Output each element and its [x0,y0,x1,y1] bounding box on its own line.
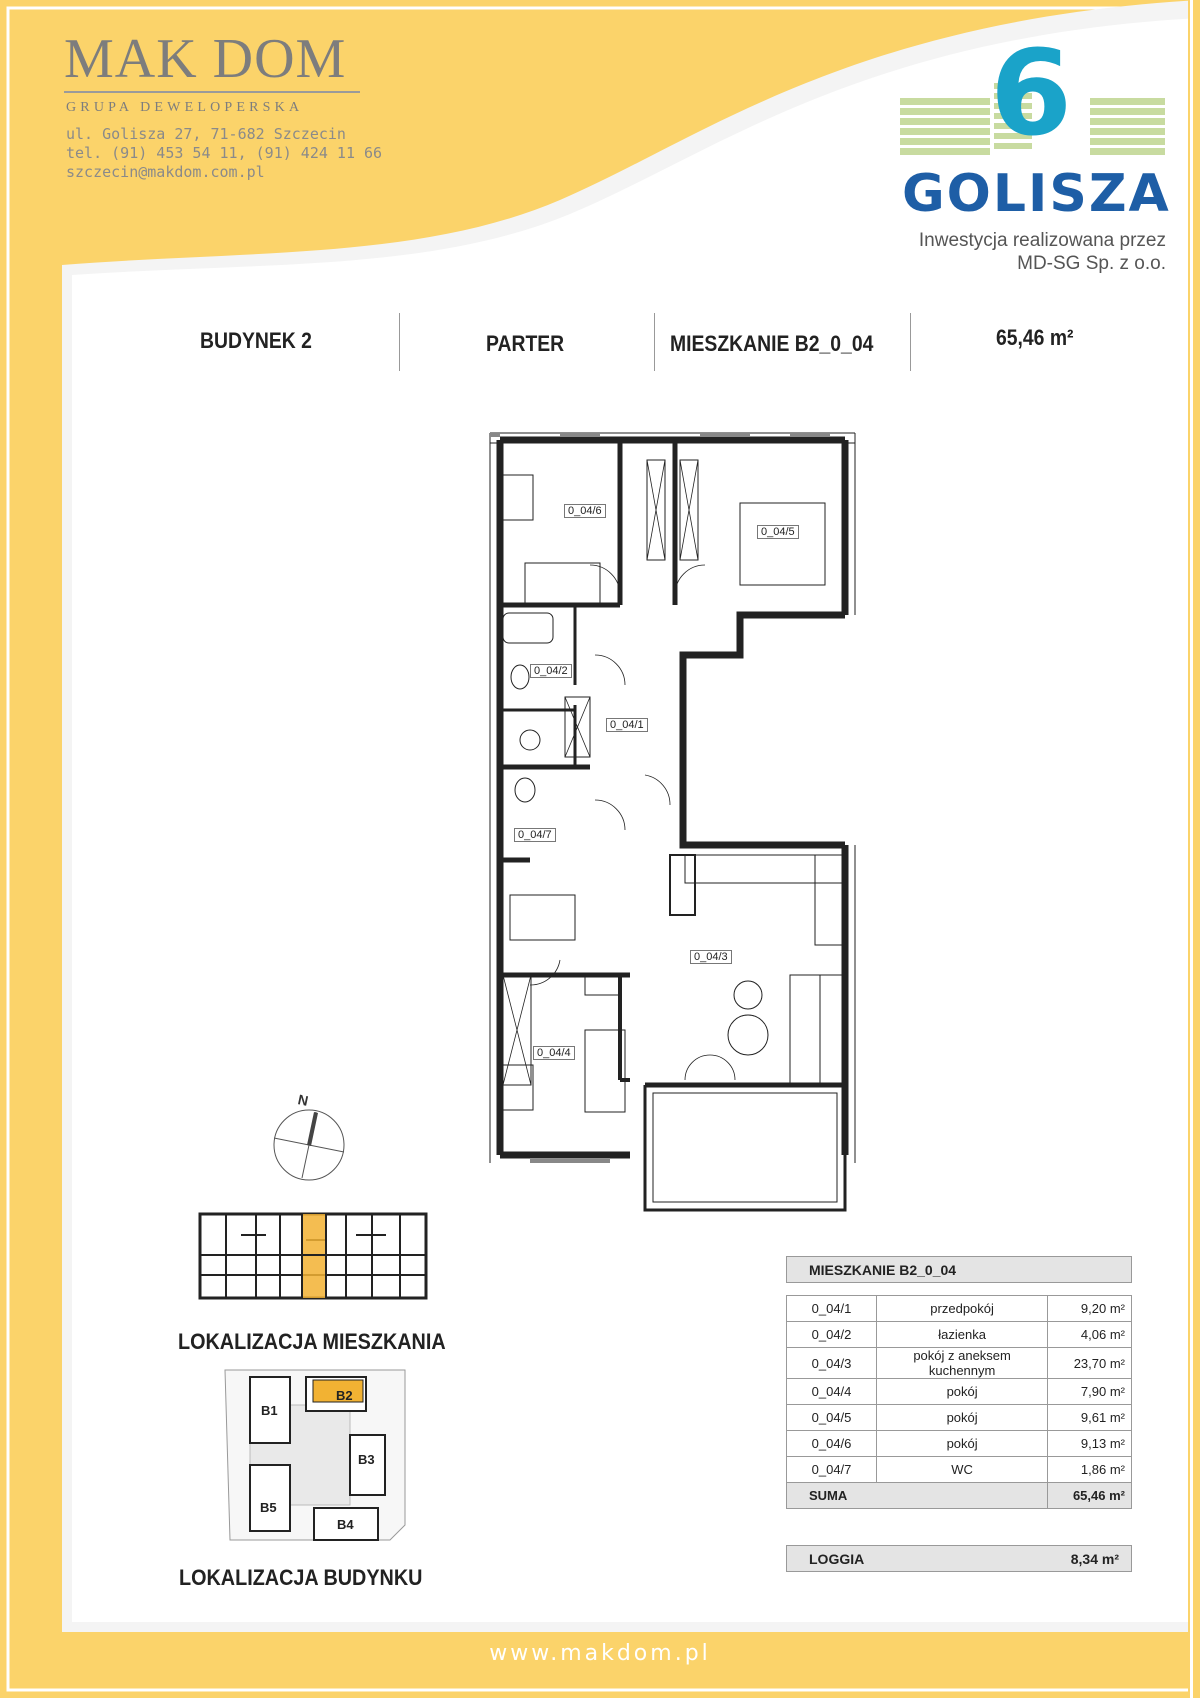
apartment-area: 65,46 m² [996,325,1074,350]
floor-plan [470,415,880,1225]
room-area-cell: 9,61 m² [1048,1405,1132,1431]
apartment-location-map [196,1210,432,1304]
table-row [787,1296,1132,1322]
room-id-cell: 0_04/6 [787,1431,877,1457]
area-table-title: MIESZKANIE B2_0_04 [786,1256,1132,1283]
investor-line-2: MD-SG Sp. z o.o. [1017,253,1166,274]
loggia-label: LOGGIA [809,1551,865,1567]
contact-email: szczecin@makdom.com.pl [66,163,265,181]
room-name-cell: pokój [877,1431,1048,1457]
header-divider [399,313,400,371]
table-row [787,1322,1132,1348]
logo-wordmark: MAK DOM [64,28,347,90]
header-divider [654,313,655,371]
table-row [787,1348,1132,1379]
investor-line-1: Inwestycja realizowana przez [918,230,1166,251]
room-name-cell: pokój z aneksem kuchennym [877,1348,1048,1379]
contact-phone: tel. (91) 453 54 11, (91) 424 11 66 [66,144,383,162]
room-area-cell: 9,20 m² [1048,1296,1132,1322]
golisza-name: GOLISZA [902,164,1171,224]
table-row [787,1379,1132,1405]
header-divider [910,313,911,371]
room-name-cell: pokój [877,1379,1048,1405]
room-area-cell: 9,13 m² [1048,1431,1132,1457]
room-id-cell: 0_04/7 [787,1457,877,1483]
floor-label: PARTER [486,331,565,356]
room-label-r3: 0_04/3 [690,950,732,964]
room-label-r5: 0_04/5 [757,525,799,539]
compass-north-label: N [296,1091,310,1109]
building-b3-label: B3 [358,1452,375,1467]
room-name-cell: pokój [877,1405,1048,1431]
sum-label: SUMA [787,1483,1048,1509]
building-b1-label: B1 [261,1403,278,1418]
table-row [787,1431,1132,1457]
room-area-cell: 1,86 m² [1048,1457,1132,1483]
room-id-cell: 0_04/3 [787,1348,877,1379]
building-b5-label: B5 [260,1500,277,1515]
building-location-map [220,1365,410,1545]
apartment-location-title: LOKALIZACJA MIESZKANIA [178,1329,446,1354]
room-area-cell: 7,90 m² [1048,1379,1132,1405]
room-label-r4: 0_04/4 [533,1046,575,1060]
table-row [787,1405,1132,1431]
room-id-cell: 0_04/2 [787,1322,877,1348]
apartment-label: MIESZKANIE B2_0_04 [670,331,874,356]
room-id-cell: 0_04/4 [787,1379,877,1405]
room-label-r7: 0_04/7 [514,828,556,842]
building-b4-label: B4 [337,1517,354,1532]
contact-address: ul. Golisza 27, 71-682 Szczecin [66,125,346,143]
logo-underline [64,91,360,93]
room-label-r1: 0_04/1 [606,718,648,732]
area-table [786,1295,1132,1509]
room-area-cell: 4,06 m² [1048,1322,1132,1348]
room-id-cell: 0_04/5 [787,1405,877,1431]
room-label-r6: 0_04/6 [564,504,606,518]
logo-tagline: GRUPA DEWELOPERSKA [66,100,304,115]
golisza-number: 6 [990,24,1073,162]
makdom-logo [64,30,346,88]
room-id-cell: 0_04/1 [787,1296,877,1322]
building-b2-label: B2 [336,1388,353,1403]
building-location-title: LOKALIZACJA BUDYNKU [179,1565,423,1590]
room-label-r2: 0_04/2 [530,664,572,678]
compass-icon [264,1090,354,1185]
room-name-cell: łazienka [877,1322,1048,1348]
building-label: BUDYNEK 2 [200,328,312,353]
table-row [787,1457,1132,1483]
loggia-value: 8,34 m² [1070,1551,1119,1567]
contact-block [66,125,382,182]
loggia-row [786,1545,1132,1572]
table-sum-row [787,1483,1132,1509]
room-name-cell: przedpokój [877,1296,1048,1322]
sum-value: 65,46 m² [1048,1483,1132,1509]
footer-website-link[interactable]: www.makdom.pl [489,1641,711,1666]
room-area-cell: 23,70 m² [1048,1348,1132,1379]
room-name-cell: WC [877,1457,1048,1483]
